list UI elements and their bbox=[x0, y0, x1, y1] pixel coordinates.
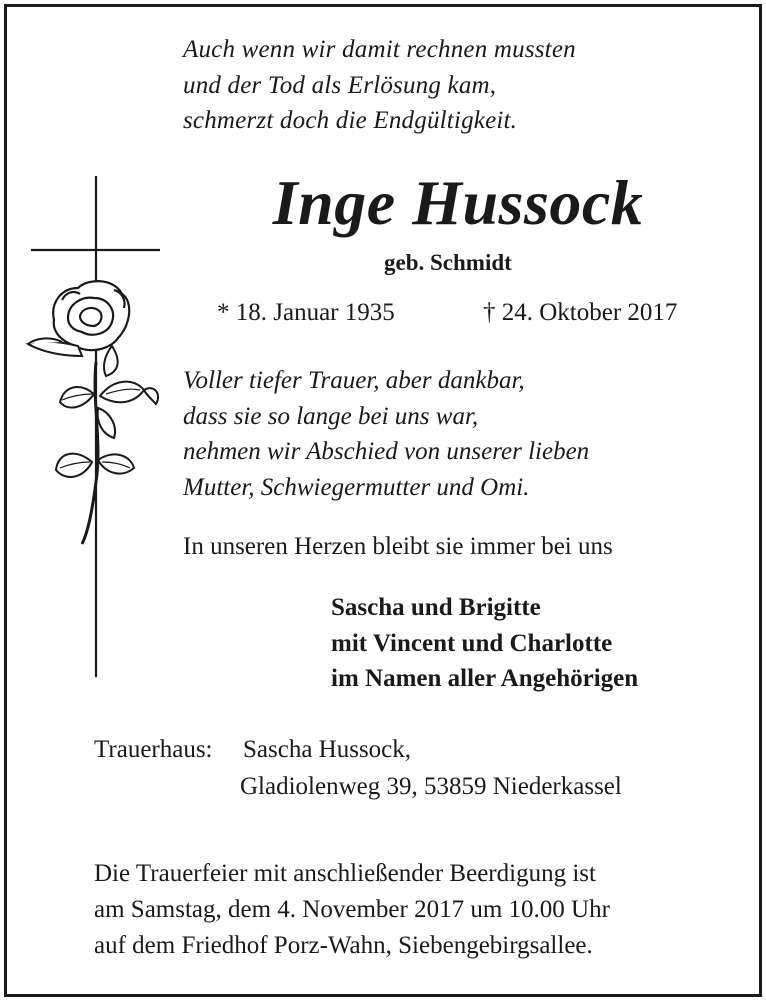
mourning-line: Mutter, Schwiegermutter und Omi. bbox=[183, 473, 530, 501]
deceased-name: Inge Hussock bbox=[272, 167, 644, 238]
verse-line: und der Tod als Erlösung kam, bbox=[183, 71, 497, 99]
signer-line: mit Vincent und Charlotte bbox=[331, 629, 613, 657]
signers-block bbox=[331, 590, 638, 697]
mourning-line: nehmen wir Abschied von unserer lieben bbox=[183, 438, 590, 465]
service-line: auf dem Friedhof Porz-Wahn, Siebengebirgsallee. bbox=[94, 932, 593, 959]
service-line: am Samstag, dem 4. November 2017 um 10.00 Uhr bbox=[94, 896, 610, 923]
signer-line: im Namen aller Angehörigen bbox=[331, 665, 639, 692]
remembrance-line: In unseren Herzen bleibt sie immer bei uns bbox=[183, 533, 613, 560]
mourning-house-label: Trauerhaus: bbox=[94, 736, 213, 763]
maiden-name: geb. Schmidt bbox=[384, 250, 512, 275]
birth-date: * 18. Januar 1935 bbox=[217, 299, 395, 326]
mourning-house-address: Gladiolenweg 39, 53859 Niederkassel bbox=[240, 773, 622, 800]
funeral-service-info bbox=[94, 856, 610, 964]
cross-with-rose-icon bbox=[22, 172, 168, 682]
mourning-text bbox=[183, 363, 589, 505]
verse-line: schmerzt doch die Endgültigkeit. bbox=[183, 107, 518, 134]
death-date: † 24. Oktober 2017 bbox=[483, 299, 678, 326]
opening-verse bbox=[183, 32, 576, 139]
verse-line: Auch wenn wir damit rechnen mussten bbox=[183, 36, 576, 63]
service-line: Die Trauerfeier mit anschließender Beerdigung ist bbox=[94, 860, 596, 887]
mourning-house-name: Sascha Hussock, bbox=[243, 736, 412, 763]
mourning-line: dass sie so lange bei uns war, bbox=[183, 402, 479, 430]
mourning-line: Voller tiefer Trauer, aber dankbar, bbox=[183, 367, 525, 394]
signer-line: Sascha und Brigitte bbox=[331, 594, 541, 621]
